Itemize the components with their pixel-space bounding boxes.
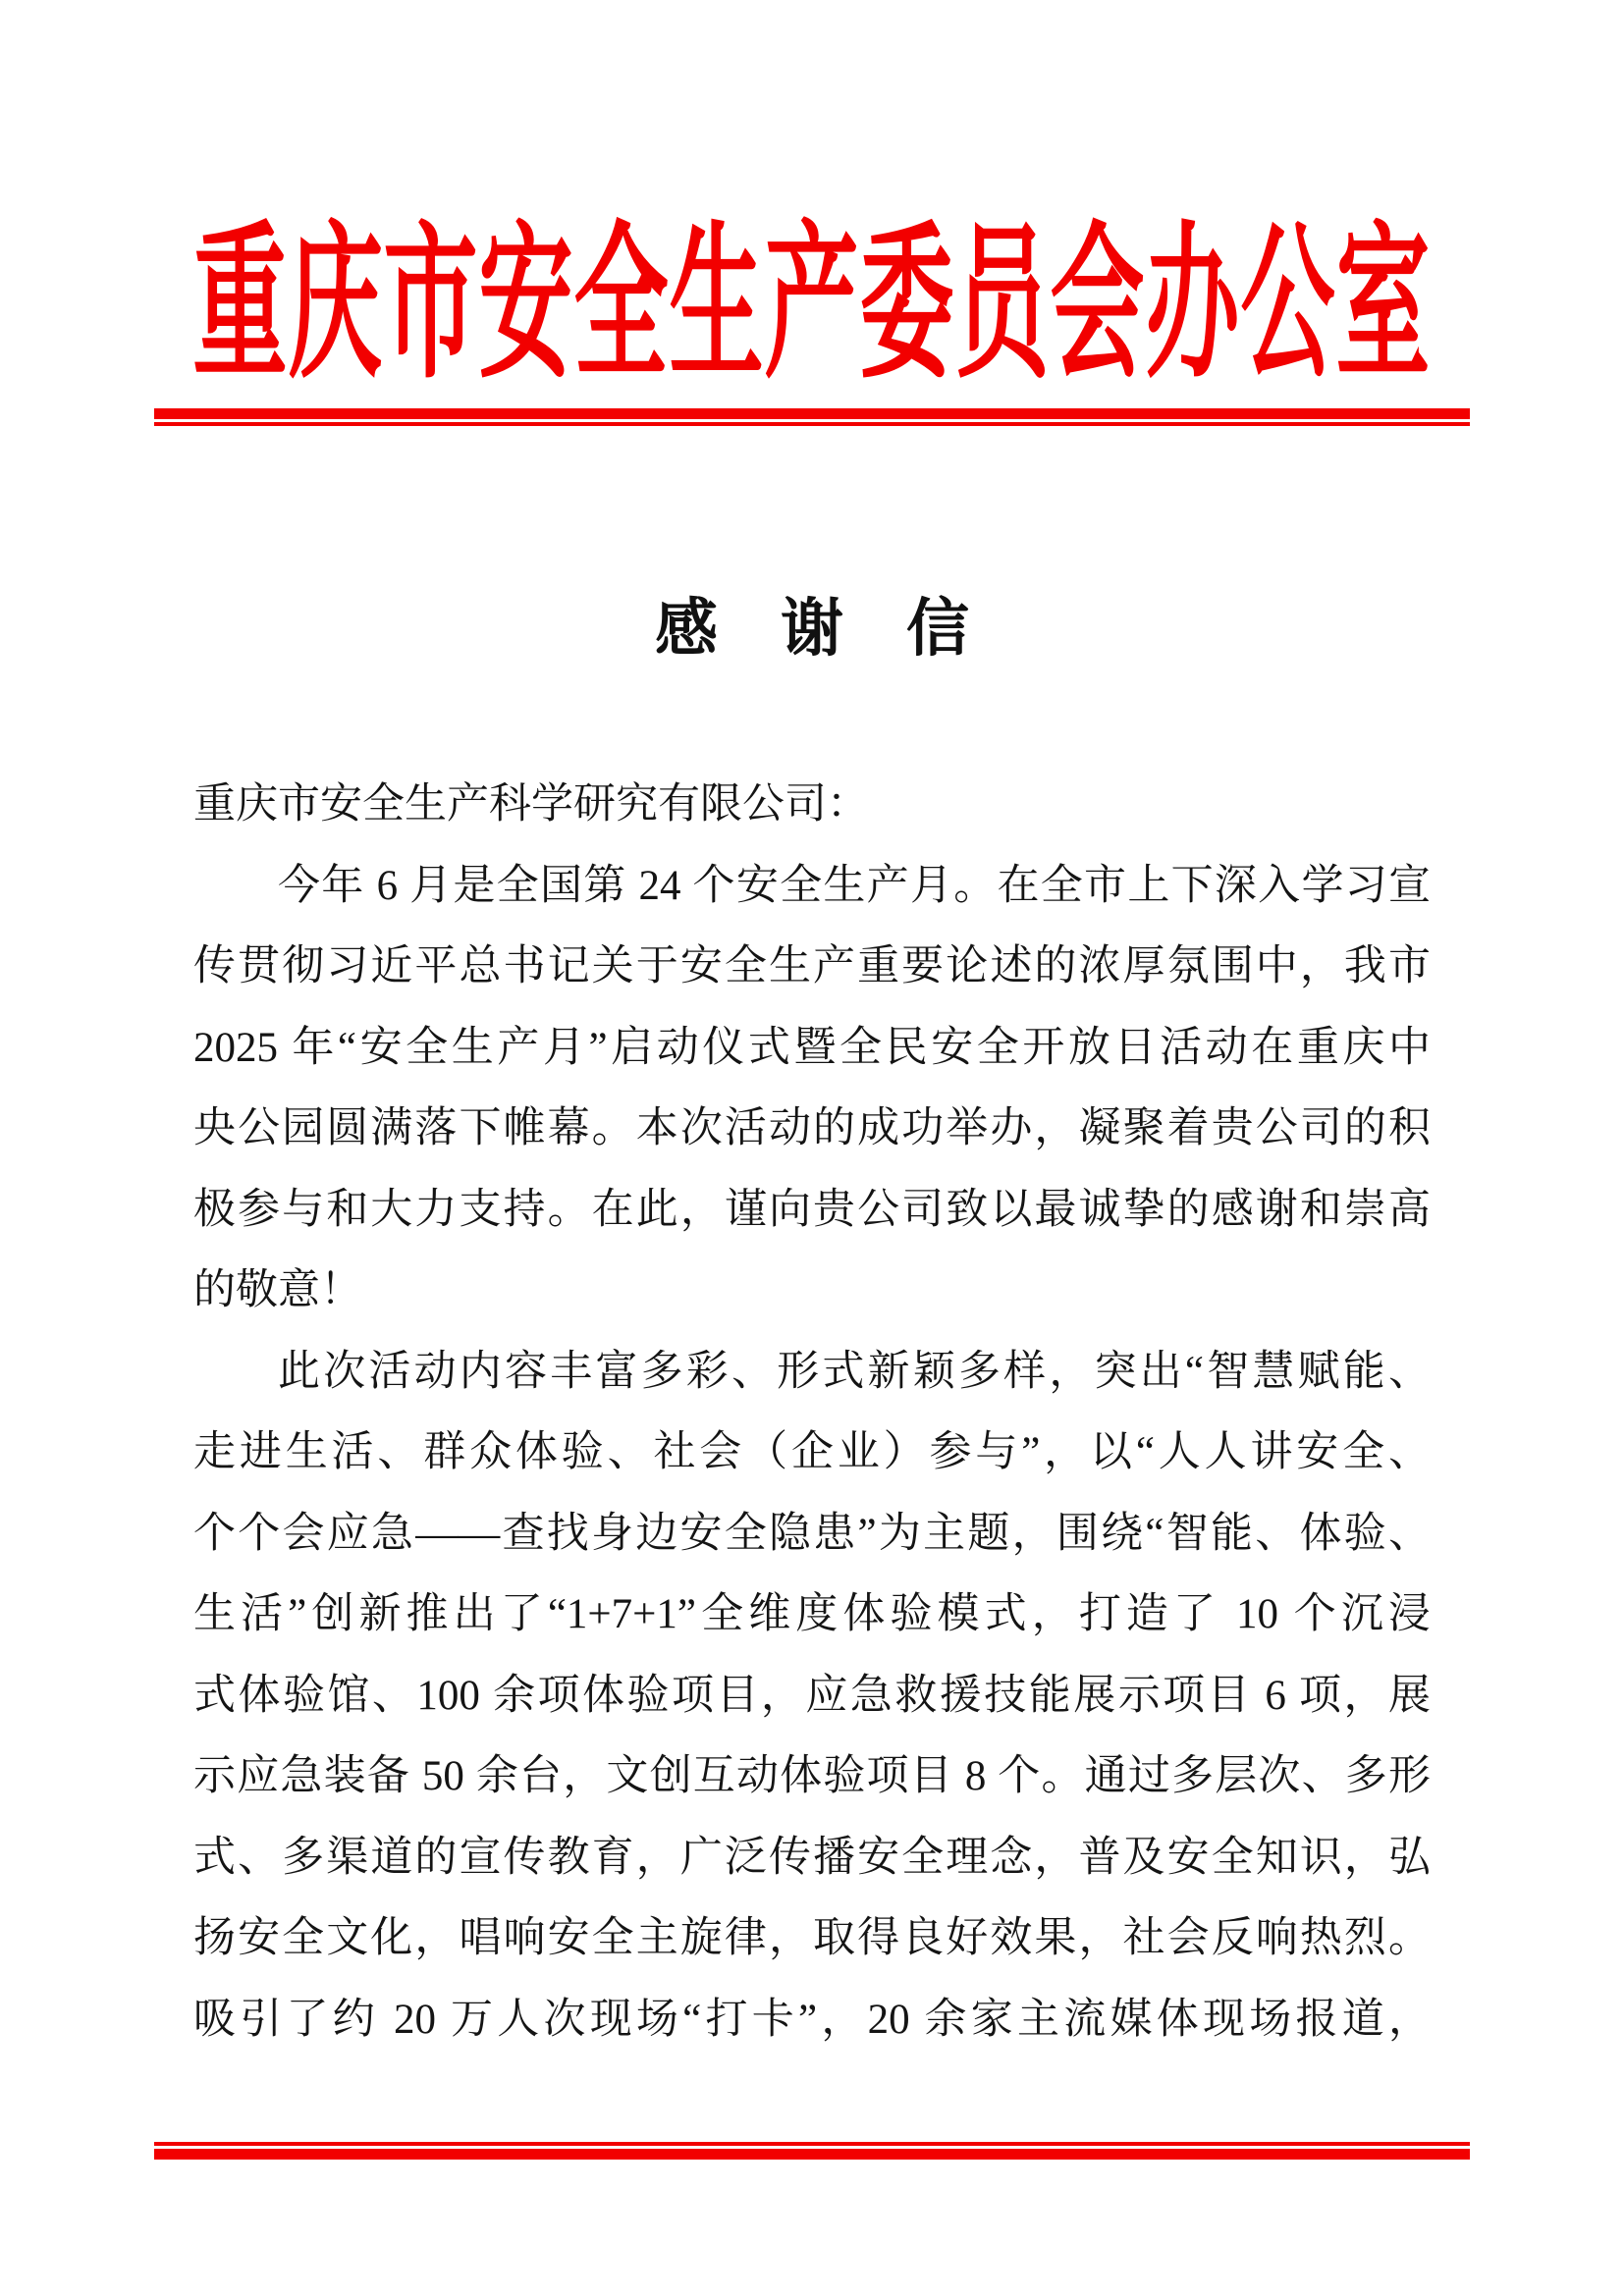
- body-line: 个个会应急——查找身边安全隐患”为主题，围绕“智能、体验、: [193, 1510, 1431, 1557]
- body-line: 吸引了约 20 万人次现场“打卡”，20 余家主流媒体现场报道，: [193, 1996, 1431, 2043]
- body-line: 扬安全文化，唱响安全主旋律，取得良好效果，社会反响热烈。: [193, 1915, 1431, 1961]
- body-line: 生活”创新推出了“1+7+1”全维度体验模式，打造了 10 个沉浸: [193, 1591, 1431, 1637]
- letter-title: 感 谢 信: [655, 594, 969, 664]
- salutation-line: 重庆市安全生产科学研究有限公司：: [193, 781, 869, 828]
- body-line: 2025 年“安全生产月”启动仪式暨全民安全开放日活动在重庆中: [193, 1024, 1431, 1071]
- body-line: 式体验馆、100 余项体验项目，应急救援技能展示项目 6 项，展: [193, 1672, 1431, 1719]
- body-line: 此次活动内容丰富多彩、形式新颖多样，突出“智慧赋能、: [278, 1348, 1431, 1395]
- body-line: 的敬意！: [193, 1267, 362, 1313]
- letterhead-divider: [154, 408, 1470, 426]
- letter-body: [193, 765, 1431, 2060]
- footer-divider: [154, 2142, 1470, 2160]
- body-line: 央公园圆满落下帷幕。本次活动的成功举办，凝聚着贵公司的积: [193, 1105, 1431, 1151]
- divider-thick-rule: [154, 408, 1470, 419]
- divider-thick-rule: [154, 2149, 1470, 2160]
- body-line: 走进生活、群众体验、社会（企业）参与”，以“人人讲安全、: [193, 1429, 1431, 1475]
- body-line: 式、多渠道的宣传教育，广泛传播安全理念，普及安全知识，弘: [193, 1834, 1431, 1881]
- divider-thin-rule: [154, 422, 1470, 426]
- body-line: 今年 6 月是全国第 24 个安全生产月。在全市上下深入学习宣: [278, 862, 1431, 909]
- body-line: 极参与和大力支持。在此，谨向贵公司致以最诚挚的感谢和崇高: [193, 1186, 1431, 1233]
- body-line: 传贯彻习近平总书记关于安全生产重要论述的浓厚氛围中，我市: [193, 943, 1431, 989]
- letterhead-org-title: 重庆市安全生产委员会办公室: [192, 211, 1432, 399]
- body-line: 示应急装备 50 余台，文创互动体验项目 8 个。通过多层次、多形: [193, 1753, 1431, 1799]
